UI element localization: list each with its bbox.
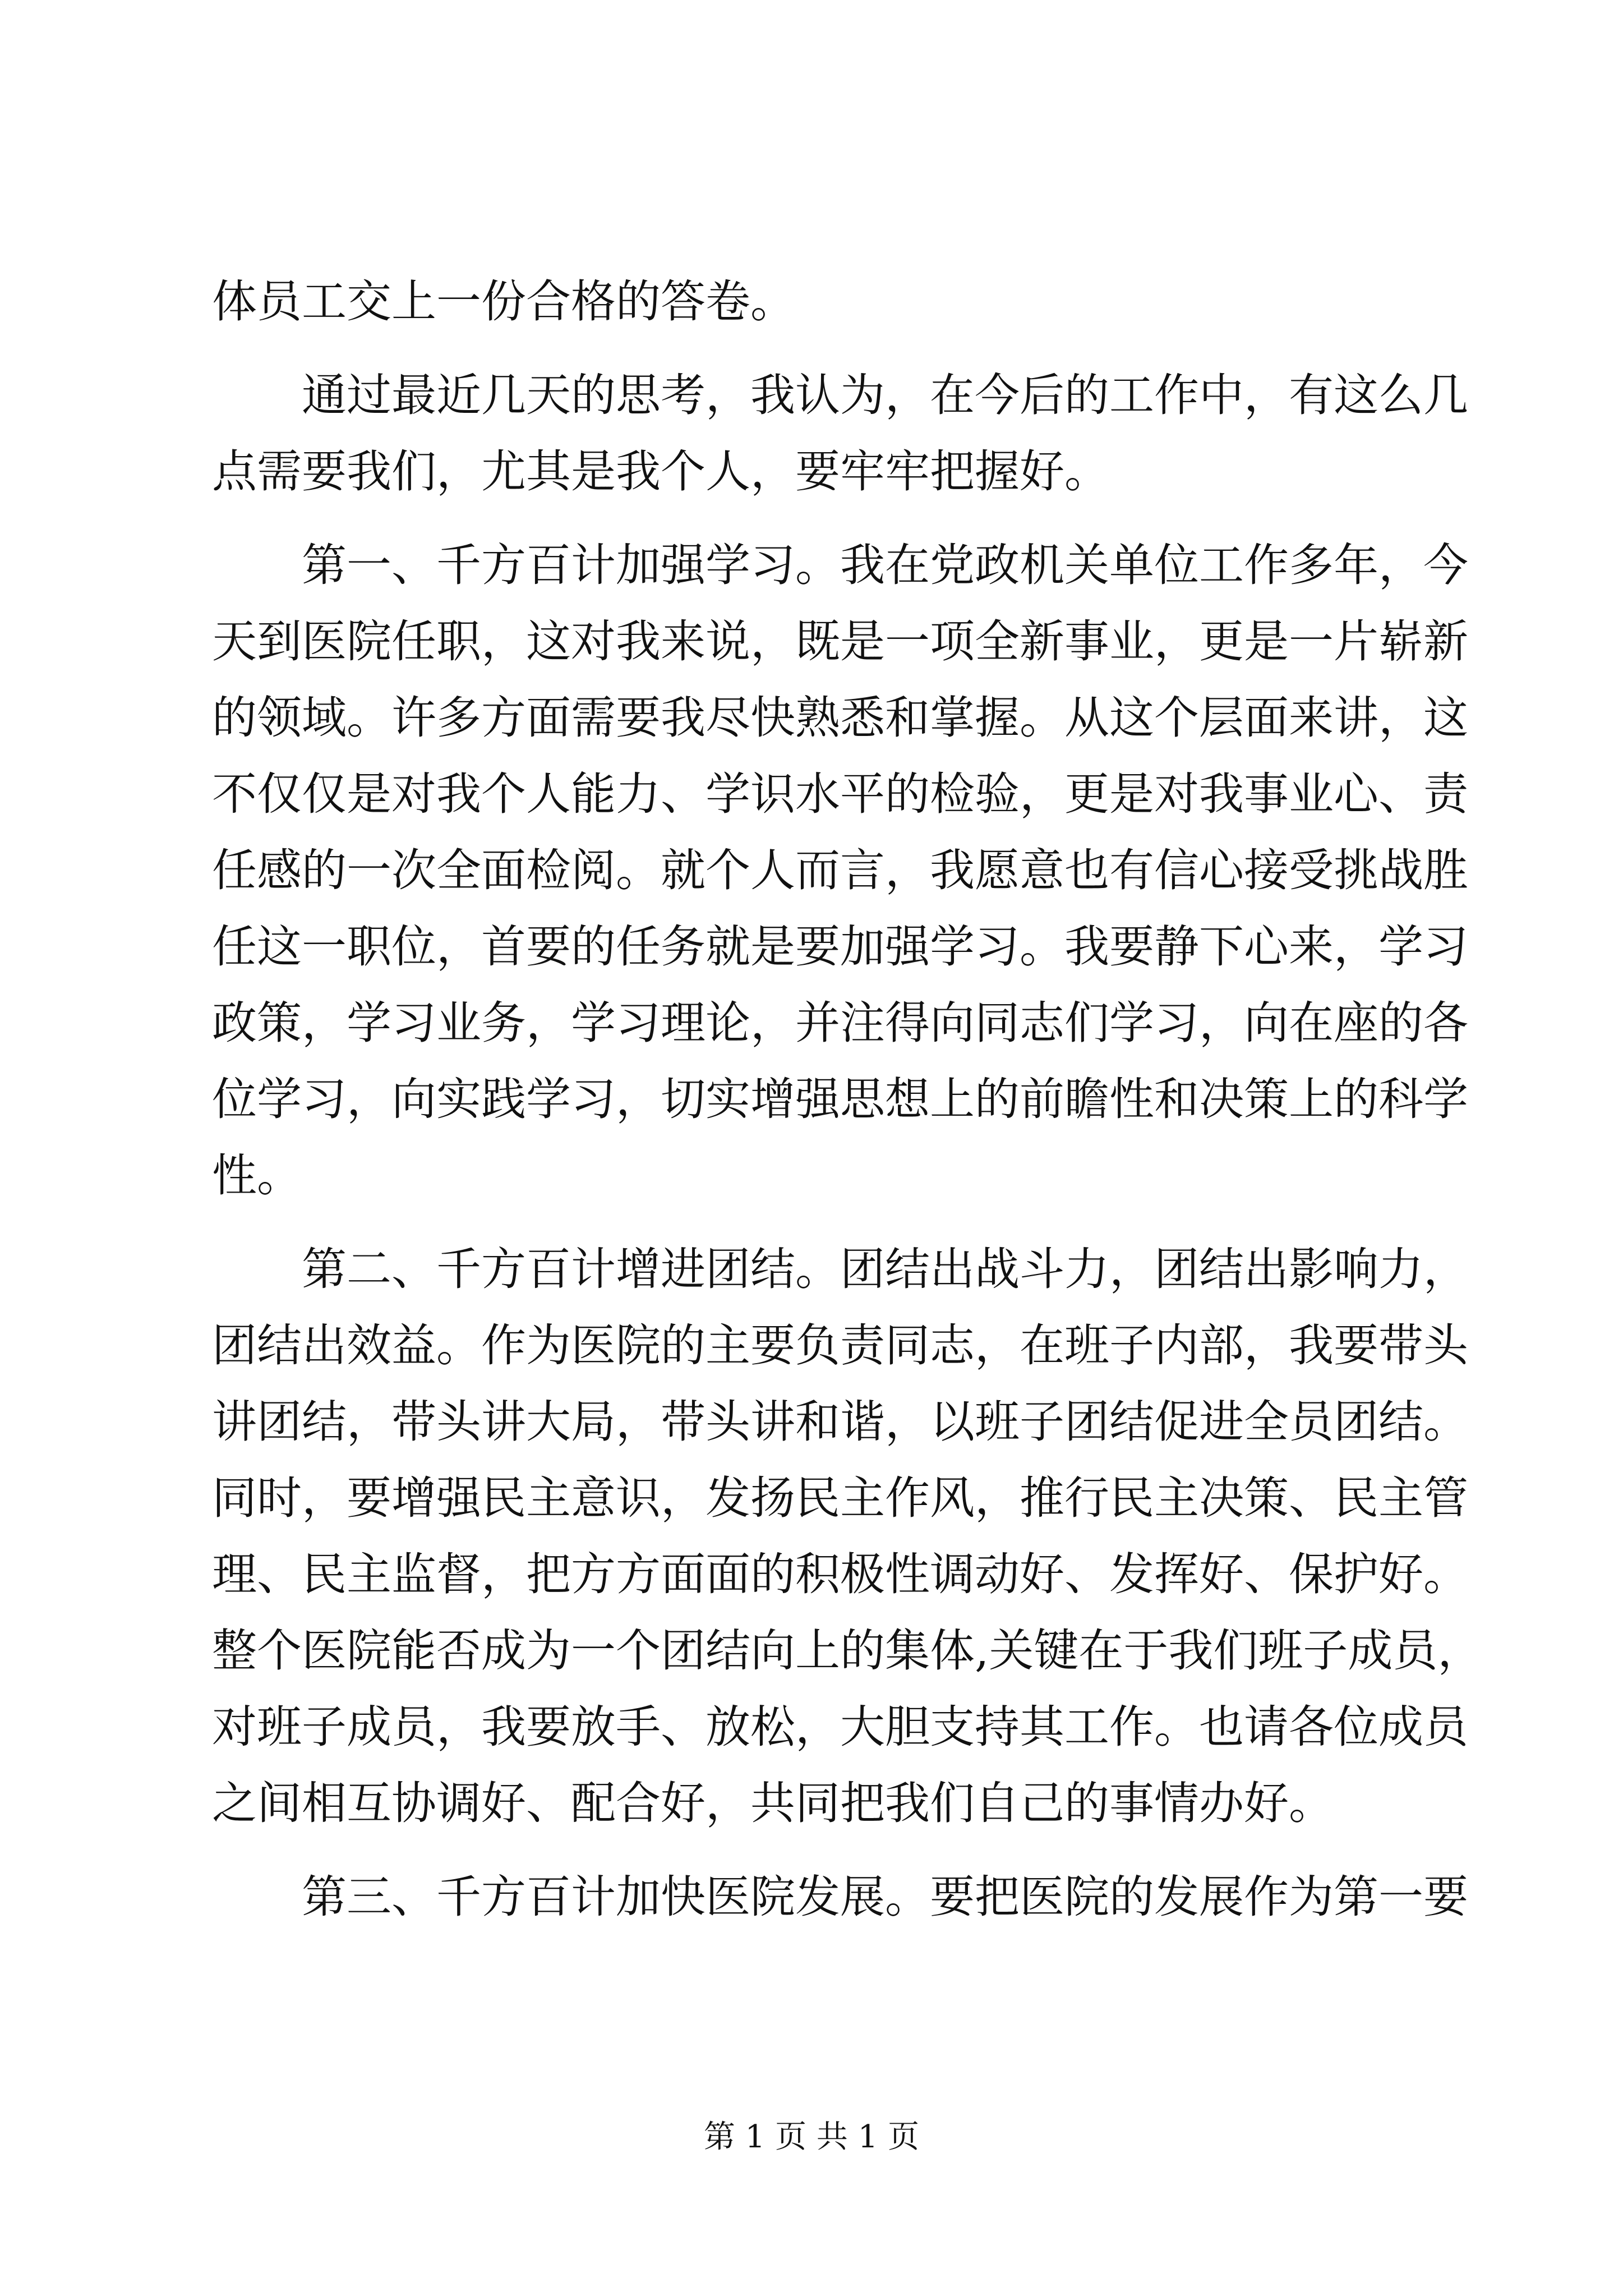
text-line: 政策，学习业务，学习理论，并注得向同志们学习，向在座的各 [212, 997, 1468, 1049]
text-line: 位学习，向实践学习，切实增强思想上的前瞻性和决策上的科学 [212, 1073, 1468, 1125]
text-line: 任感的一次全面检阅。就个人而言，我愿意也有信心接受挑战胜 [212, 844, 1468, 896]
paragraph [212, 527, 1468, 1214]
text-line: 点需要我们，尤其是我个人，要牢牢把握好。 [212, 445, 1109, 498]
text-line: 任这一职位，首要的任务就是要加强学习。我要静下心来，学习 [212, 921, 1468, 973]
text-line: 团结出效益。作为医院的主要负责同志，在班子内部，我要带头 [212, 1319, 1468, 1372]
paragraph [212, 357, 1468, 510]
paragraph [212, 1231, 1483, 1842]
paragraph-gap [212, 1842, 1423, 1859]
paragraph [212, 264, 1423, 340]
text-line: 理、民主监督，把方方面面的积极性调动好、发挥好、保护好。 [212, 1548, 1468, 1600]
page-footer: 第 1 页 共 1 页 [703, 2119, 920, 2155]
text-line: 的领域。许多方面需要我尽快熟悉和掌握。从这个层面来讲，这 [212, 692, 1468, 744]
text-line: 通过最近几天的思考，我认为，在今后的工作中，有这么几 [302, 369, 1468, 421]
text-line: 体员工交上一份合格的答卷。 [212, 275, 795, 328]
paragraph-gap [212, 510, 1423, 527]
text-line: 天到医院任职，这对我来说，既是一项全新事业，更是一片崭新 [212, 615, 1468, 668]
text-line: 不仅仅是对我个人能力、学识水平的检验，更是对我事业心、责 [212, 768, 1468, 820]
text-line: 对班子成员，我要放手、放松，大胆支持其工作。也请各位成员 [212, 1701, 1468, 1753]
document-body [212, 264, 1483, 1935]
paragraph-gap [212, 1214, 1423, 1231]
paragraph-gap [212, 340, 1423, 357]
text-line: 整个医院能否成为一个团结向上的集体,关键在于我们班子成员， [212, 1625, 1483, 1677]
text-line: 之间相互协调好、配合好，共同把我们自己的事情办好。 [212, 1777, 1334, 1829]
paragraph [212, 1859, 1468, 1935]
text-line: 性。 [212, 1149, 302, 1202]
text-line: 第一、千方百计加强学习。我在党政机关单位工作多年，今 [302, 539, 1468, 591]
text-line: 第三、千方百计加快医院发展。要把医院的发展作为第一要 [302, 1871, 1468, 1923]
text-line: 讲团结，带头讲大局，带头讲和谐，以班子团结促进全员团结。 [212, 1396, 1468, 1448]
text-line: 第二、千方百计增进团结。团结出战斗力，团结出影响力， [302, 1243, 1468, 1295]
text-line: 同时，要增强民主意识，发扬民主作风，推行民主决策、民主管 [212, 1472, 1468, 1524]
